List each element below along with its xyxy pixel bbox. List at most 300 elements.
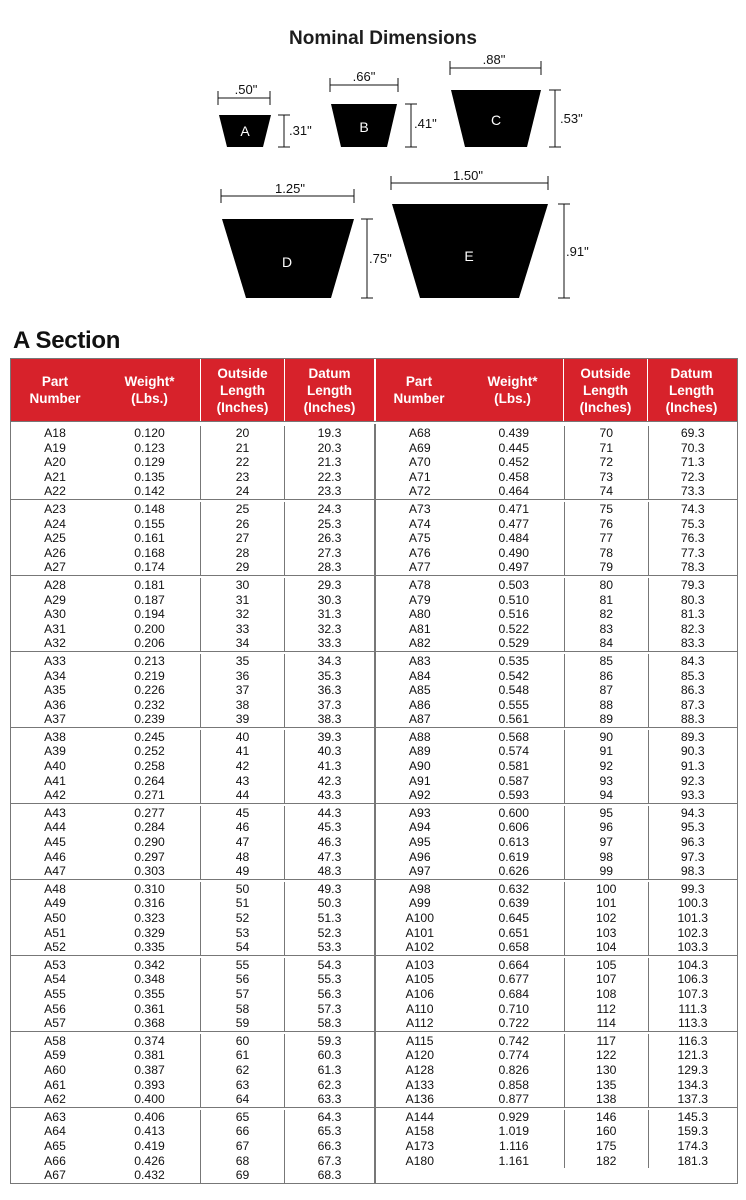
datum-length-cell: 111.3 [648,1002,738,1017]
datum-length-cell: 86.3 [648,683,738,698]
datum-length-cell: 21.3 [284,455,374,470]
weight-cell: 0.645 [498,911,529,925]
outside-length-cell: 22 [200,455,284,470]
part-number-cell: A112 [405,1016,434,1031]
header-datum-length-right: Datum Length (Inches) [647,359,735,421]
weight-cell: 0.593 [498,788,529,803]
table-row [11,484,374,499]
table-row [376,636,737,651]
datum-length-cell: 70.3 [648,441,738,456]
datum-length-cell: 102.3 [648,926,738,941]
weight-cell: 0.135 [134,469,165,484]
table-row [376,1048,737,1063]
part-number-cell: A105 [405,972,434,987]
weight-cell: 0.503 [498,577,529,592]
weight-cell: 0.632 [498,881,529,896]
datum-length-cell: 38.3 [284,712,374,727]
weight-cell: 0.368 [134,1016,165,1031]
outside-length-cell: 146 [564,1110,648,1125]
part-number-cell: A56 [44,1001,66,1016]
outside-length-cell: 135 [564,1078,648,1093]
datum-length-cell: 100.3 [648,896,738,911]
part-number-cell: A42 [44,788,66,803]
weight-cell: 0.490 [498,545,529,560]
outside-length-cell: 92 [564,759,648,774]
datum-length-cell: 103.3 [648,940,738,955]
section-e-width-label: 1.50" [453,168,483,183]
datum-length-cell: 85.3 [648,669,738,684]
datum-length-cell: 30.3 [284,593,374,608]
datum-length-cell: 46.3 [284,835,374,850]
part-number-cell: A77 [408,560,431,575]
table-right-half [374,424,737,1183]
part-number-cell: A99 [408,896,431,911]
weight-cell: 0.535 [498,653,529,668]
row-group [376,956,737,1032]
part-number-cell: A28 [44,577,66,592]
weight-cell: 0.200 [134,621,165,636]
datum-length-cell: 33.3 [284,636,374,651]
section-a-width-label: .50" [234,82,258,97]
weight-cell: 0.348 [134,972,165,987]
table-row [376,1063,737,1078]
table-row [11,850,374,865]
datum-length-cell: 37.3 [284,698,374,713]
part-number-cell: A88 [408,729,431,744]
weight-cell: 0.710 [498,1001,529,1016]
datum-length-cell: 91.3 [648,759,738,774]
outside-length-cell: 85 [564,654,648,669]
weight-cell: 0.471 [498,501,529,516]
outside-length-cell: 49 [200,864,284,879]
outside-length-cell: 112 [564,1002,648,1017]
table-row [376,987,737,1002]
header-part-number-right: Part Number [374,359,462,421]
weight-cell: 0.548 [498,683,529,698]
table-row [376,502,737,517]
part-number-cell: A61 [44,1077,66,1092]
weight-cell: 0.232 [134,697,165,712]
table-row [376,426,737,441]
row-group [376,424,737,500]
datum-length-cell: 43.3 [284,788,374,803]
part-number-cell: A110 [405,1001,434,1016]
table-row [11,1034,374,1049]
weight-cell: 0.323 [134,911,165,925]
weight-cell: 0.858 [498,1077,529,1092]
row-group [376,1108,737,1168]
table-row [376,712,737,727]
weight-cell: 0.445 [498,440,529,455]
table-body [11,424,737,1183]
weight-cell: 0.639 [498,896,529,911]
weight-cell: 0.239 [134,712,165,727]
datum-length-cell: 28.3 [284,560,374,575]
part-number-cell: A75 [408,531,431,546]
part-number-cell: A102 [405,940,434,955]
part-number-cell: A38 [44,729,66,744]
part-number-cell: A30 [44,607,66,622]
weight-cell: 0.245 [134,729,165,744]
outside-length-cell: 82 [564,607,648,622]
part-number-cell: A67 [44,1168,66,1183]
datum-length-cell: 41.3 [284,759,374,774]
table-row [376,669,737,684]
table-row [376,911,737,926]
weight-cell: 0.284 [134,820,165,835]
outside-length-cell: 34 [200,636,284,651]
datum-length-cell: 106.3 [648,972,738,987]
datum-length-cell: 25.3 [284,517,374,532]
weight-cell: 0.684 [498,986,529,1001]
part-number-cell: A83 [408,653,431,668]
table-row [376,1124,737,1139]
weight-cell: 0.120 [134,426,165,440]
weight-cell: 0.329 [134,925,165,940]
outside-length-cell: 21 [200,441,284,456]
weight-cell: 0.477 [498,516,529,531]
outside-length-cell: 86 [564,669,648,684]
outside-length-cell: 61 [200,1048,284,1063]
weight-cell: 0.497 [498,560,529,575]
outside-length-cell: 175 [564,1139,648,1154]
weight-cell: 0.316 [134,896,165,911]
row-group [376,1032,737,1108]
outside-length-cell: 103 [564,926,648,941]
table-row [376,730,737,745]
outside-length-cell: 87 [564,683,648,698]
weight-cell: 0.542 [498,668,529,683]
section-b-height-label: .41" [414,116,437,131]
table-row [11,1078,374,1093]
outside-length-cell: 93 [564,774,648,789]
datum-length-cell: 79.3 [648,578,738,593]
section-d-width-label: 1.25" [275,181,305,196]
part-number-cell: A33 [44,653,66,668]
datum-length-cell: 80.3 [648,593,738,608]
datum-length-cell: 56.3 [284,987,374,1002]
row-group [11,804,374,880]
outside-length-cell: 75 [564,502,648,517]
outside-length-cell: 47 [200,835,284,850]
section-a-height-label: .31" [289,123,312,138]
weight-cell: 0.303 [134,864,165,879]
part-number-cell: A19 [44,440,66,455]
table-row [376,850,737,865]
section-title: A Section [13,327,121,354]
weight-cell: 0.310 [134,881,165,896]
weight-cell: 0.722 [498,1016,529,1031]
weight-cell: 0.587 [498,773,529,788]
part-number-cell: A144 [405,1109,434,1124]
table-row [11,1124,374,1139]
weight-cell: 0.277 [134,805,165,820]
weight-cell: 0.181 [134,577,165,592]
outside-length-cell: 117 [564,1034,648,1049]
datum-length-cell: 121.3 [648,1048,738,1063]
weight-cell: 0.432 [134,1168,165,1183]
part-number-cell: A45 [44,835,66,850]
table-row [11,1092,374,1107]
datum-length-cell: 93.3 [648,788,738,803]
part-number-cell: A89 [408,744,431,759]
part-number-cell: A51 [44,925,66,940]
datum-length-cell: 145.3 [648,1110,738,1125]
datum-length-cell: 29.3 [284,578,374,593]
table-row [376,546,737,561]
weight-cell: 0.742 [498,1033,529,1048]
datum-length-cell: 98.3 [648,864,738,879]
table-row [11,882,374,897]
weight-cell: 0.458 [498,469,529,484]
datum-length-cell: 159.3 [648,1124,738,1139]
outside-length-cell: 71 [564,441,648,456]
weight-cell: 0.374 [134,1033,165,1048]
weight-cell: 0.529 [498,636,529,651]
part-number-cell: A54 [44,972,66,987]
weight-cell: 1.019 [498,1124,529,1139]
table-row [376,972,737,987]
part-number-cell: A94 [408,820,431,835]
outside-length-cell: 44 [200,788,284,803]
outside-length-cell: 84 [564,636,648,651]
weight-cell: 0.826 [498,1062,529,1077]
datum-length-cell: 90.3 [648,744,738,759]
datum-length-cell: 26.3 [284,531,374,546]
header-weight: Weight* (Lbs.) [124,374,175,406]
datum-length-cell: 57.3 [284,1002,374,1017]
header-outside-length: Outside Length (Inches) [200,359,284,421]
weight-cell: 0.419 [134,1138,165,1153]
weight-cell: 0.168 [134,545,165,560]
datum-length-cell: 34.3 [284,654,374,669]
diagram-title: Nominal Dimensions [289,28,477,49]
weight-cell: 0.174 [134,560,165,575]
outside-length-cell: 95 [564,806,648,821]
table-row [11,502,374,517]
datum-length-cell: 95.3 [648,820,738,835]
part-number-cell: A92 [408,788,431,803]
table-row [11,578,374,593]
weight-cell: 0.161 [134,531,165,546]
outside-length-cell: 98 [564,850,648,865]
datum-length-cell: 97.3 [648,850,738,865]
section-d-height-label: .75" [369,251,392,266]
outside-length-cell: 59 [200,1016,284,1031]
datum-length-cell: 31.3 [284,607,374,622]
weight-cell: 0.271 [134,788,165,803]
outside-length-cell: 50 [200,882,284,897]
part-number-cell: A71 [408,469,431,484]
weight-cell: 0.452 [498,455,529,470]
table-row [11,1063,374,1078]
weight-cell: 0.400 [134,1092,165,1107]
weight-cell: 0.619 [498,849,529,864]
datum-length-cell: 113.3 [648,1016,738,1031]
weight-cell: 0.877 [498,1092,529,1107]
weight-cell: 0.297 [134,849,165,864]
weight-cell: 0.426 [134,1153,165,1168]
table-row [11,1048,374,1063]
datum-length-cell: 39.3 [284,730,374,745]
datum-length-cell: 76.3 [648,531,738,546]
weight-cell: 0.516 [498,607,529,622]
row-group [376,500,737,576]
datum-length-cell: 51.3 [284,911,374,926]
datum-length-cell: 83.3 [648,636,738,651]
part-number-cell: A50 [44,911,66,925]
part-number-cell: A85 [408,683,431,698]
table-row [376,470,737,485]
outside-length-cell: 40 [200,730,284,745]
datum-length-cell: 19.3 [284,426,374,441]
datum-length-cell: 107.3 [648,987,738,1002]
header-datum-length: Datum Length (Inches) [284,359,374,421]
outside-length-cell: 89 [564,712,648,727]
part-number-cell: A173 [405,1138,434,1153]
part-number-cell: A100 [405,911,434,925]
outside-length-cell: 68 [200,1154,284,1169]
part-number-cell: A96 [408,849,431,864]
row-group [11,500,374,576]
outside-length-cell: 100 [564,882,648,897]
datum-length-cell: 96.3 [648,835,738,850]
part-number-cell: A84 [408,668,431,683]
outside-length-cell: 20 [200,426,284,441]
weight-cell: 0.355 [134,986,165,1001]
datum-length-cell: 68.3 [284,1168,374,1183]
datum-length-cell: 23.3 [284,484,374,499]
table-row [376,958,737,973]
weight-cell: 0.290 [134,835,165,850]
weight-cell: 1.161 [498,1153,529,1168]
datum-length-cell: 52.3 [284,926,374,941]
weight-cell: 0.219 [134,668,165,683]
part-number-cell: A65 [44,1138,66,1153]
weight-cell: 0.555 [498,697,529,712]
section-a-profile [218,82,312,147]
outside-length-cell: 26 [200,517,284,532]
table-row [376,1110,737,1125]
outside-length-cell: 56 [200,972,284,987]
outside-length-cell: 76 [564,517,648,532]
table-row [376,1034,737,1049]
table-row [11,455,374,470]
part-number-cell: A98 [408,881,431,896]
table-row [11,426,374,441]
weight-cell: 0.155 [134,516,165,531]
datum-length-cell: 174.3 [648,1139,738,1154]
part-number-cell: A34 [44,668,66,683]
section-e-height-label: .91" [566,244,589,259]
table-row [376,1154,737,1169]
datum-length-cell: 77.3 [648,546,738,561]
part-number-cell: A90 [408,759,431,774]
table-row [376,1092,737,1107]
weight-cell: 0.206 [134,636,165,651]
weight-cell: 0.677 [498,972,529,987]
part-number-cell: A25 [44,531,66,546]
outside-length-cell: 73 [564,470,648,485]
part-number-cell: A93 [408,805,431,820]
part-number-cell: A49 [44,896,66,911]
table-row [376,1139,737,1154]
weight-cell: 0.406 [134,1109,165,1124]
section-b-letter: B [359,119,369,135]
part-number-cell: A37 [44,712,66,727]
part-number-cell: A78 [408,577,431,592]
weight-cell: 0.651 [498,925,529,940]
outside-length-cell: 101 [564,896,648,911]
datum-length-cell: 47.3 [284,850,374,865]
datum-length-cell: 74.3 [648,502,738,517]
part-number-cell: A43 [44,805,66,820]
datum-length-cell: 81.3 [648,607,738,622]
datum-length-cell: 116.3 [648,1034,738,1049]
table-row [376,683,737,698]
part-number-cell: A32 [44,636,66,651]
outside-length-cell: 90 [564,730,648,745]
table-row [11,607,374,622]
section-c-width-label: .88" [482,52,506,67]
part-number-cell: A158 [405,1124,434,1139]
section-e-profile [391,168,589,298]
table-row [11,636,374,651]
table-row [376,774,737,789]
table-row [11,1002,374,1017]
outside-length-cell: 30 [200,578,284,593]
table-row [376,882,737,897]
table-row [11,926,374,941]
table-row [11,1110,374,1125]
datum-length-cell: 84.3 [648,654,738,669]
outside-length-cell: 28 [200,546,284,561]
table-header [11,359,737,421]
table-row [376,896,737,911]
weight-cell: 0.258 [134,759,165,774]
table-row [11,546,374,561]
table-row [376,531,737,546]
header-outside-length-right: Outside Length (Inches) [563,359,647,421]
datum-length-cell: 40.3 [284,744,374,759]
outside-length-cell: 96 [564,820,648,835]
outside-length-cell: 78 [564,546,648,561]
outside-length-cell: 53 [200,926,284,941]
table-row [11,896,374,911]
section-d-letter: D [281,254,293,270]
part-number-cell: A66 [44,1153,66,1168]
outside-length-cell: 48 [200,850,284,865]
part-number-cell: A47 [44,864,66,879]
outside-length-cell: 79 [564,560,648,575]
belt-sections-diagram [0,0,746,310]
outside-length-cell: 160 [564,1124,648,1139]
outside-length-cell: 62 [200,1063,284,1078]
outside-length-cell: 32 [200,607,284,622]
table-row [11,744,374,759]
table-row [11,820,374,835]
datum-length-cell: 82.3 [648,622,738,637]
part-number-cell: A59 [44,1048,66,1063]
outside-length-cell: 38 [200,698,284,713]
weight-cell: 0.381 [134,1048,165,1063]
part-number-cell: A115 [405,1033,434,1048]
part-number-cell: A26 [44,545,66,560]
table-row [11,1168,374,1183]
datum-length-cell: 101.3 [648,911,738,926]
table-row [376,1002,737,1017]
section-b-profile [330,69,437,147]
